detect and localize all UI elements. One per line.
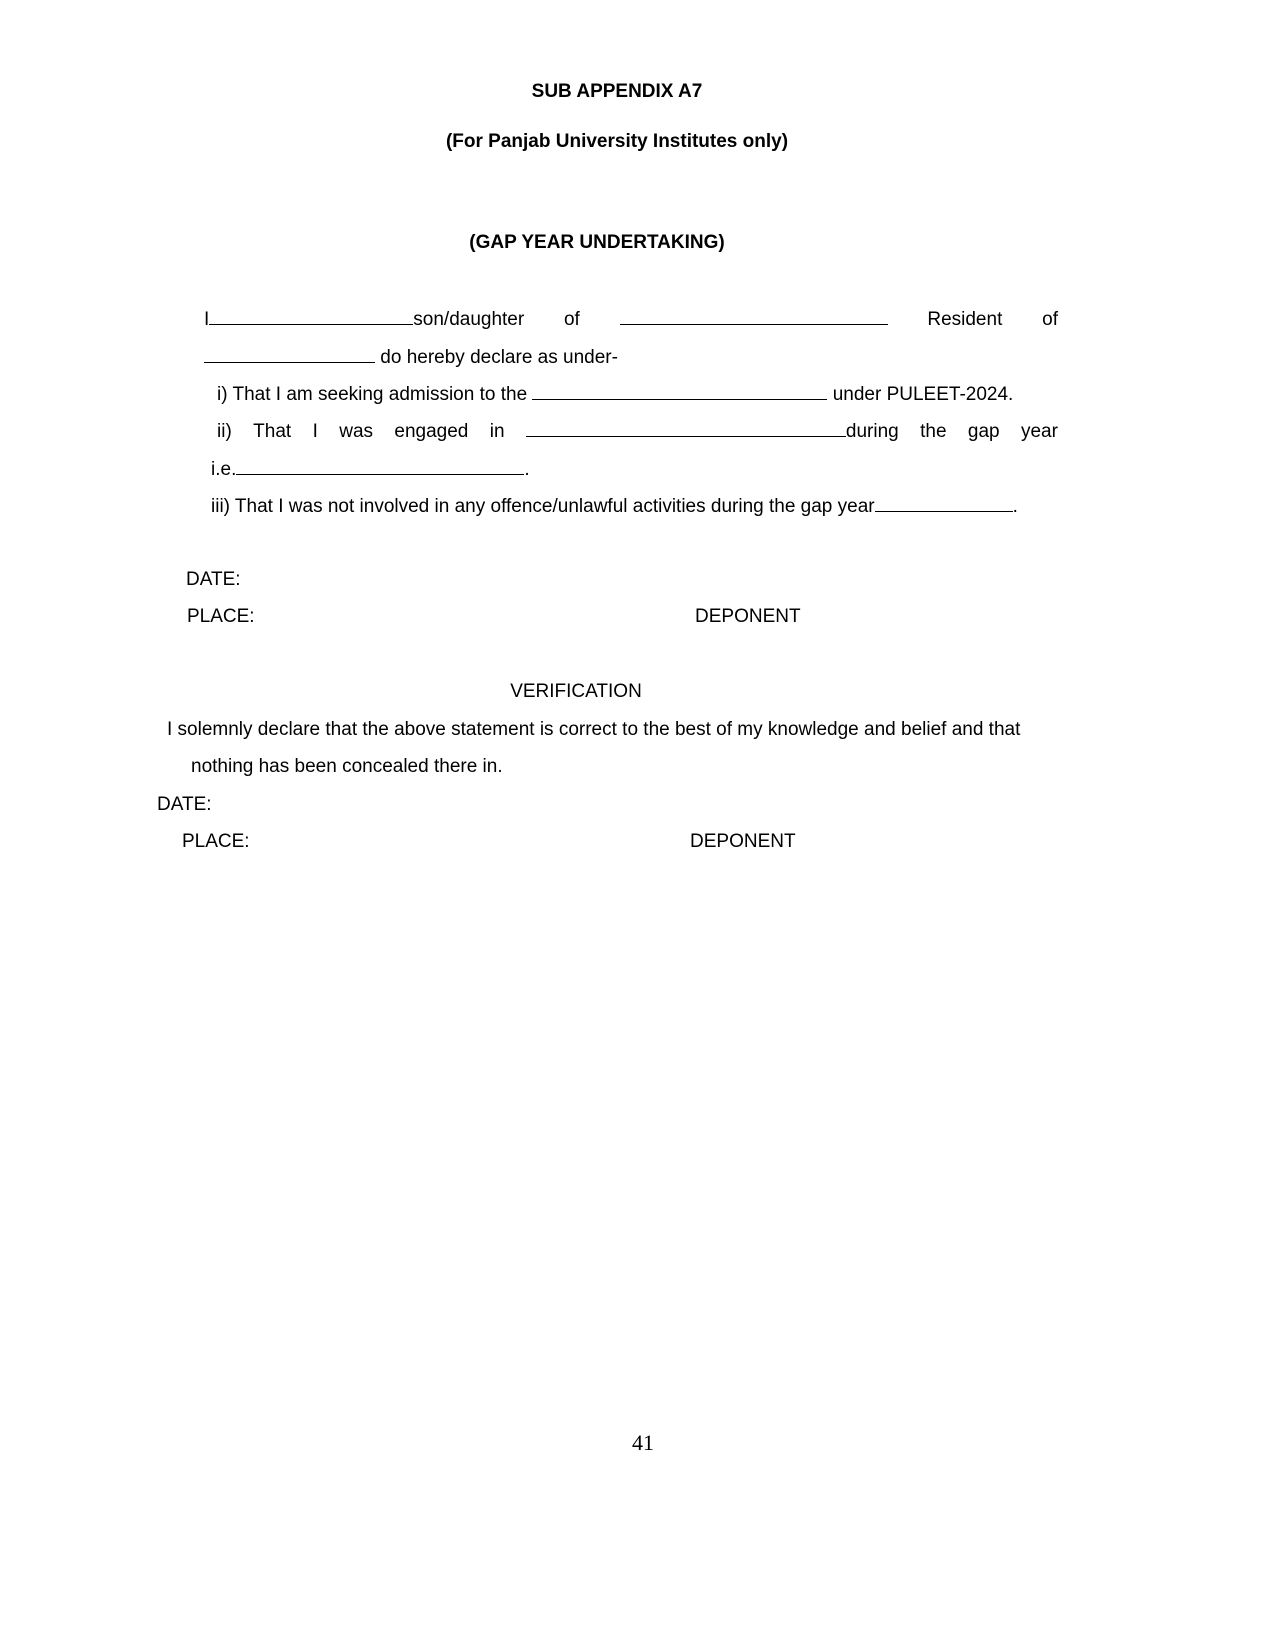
line1-word-of-2: of [1042, 309, 1058, 330]
line1-word-of: of [563, 309, 580, 330]
period: . [1012, 496, 1018, 517]
declare-text: do hereby declare as under- [380, 347, 618, 368]
item2-word: the [920, 421, 947, 442]
date-label-2: DATE: [157, 794, 212, 815]
line1-word [204, 308, 524, 329]
period: . [524, 459, 530, 480]
place-label-2: PLACE: [182, 831, 250, 852]
item2-word: in [489, 421, 505, 442]
gap-year-blank[interactable] [236, 458, 524, 475]
declaration-item-2 [217, 420, 1058, 441]
name-blank[interactable] [209, 308, 413, 325]
appendix-subtitle: (For Panjab University Institutes only) [445, 131, 789, 152]
declaration-line-1 [204, 308, 1058, 329]
declaration-item-2-cont [211, 458, 530, 479]
residence-blank[interactable] [204, 346, 375, 363]
item2-word: was [339, 421, 374, 442]
form-title: (GAP YEAR UNDERTAKING) [469, 232, 725, 253]
page-number: 41 [632, 1430, 654, 1455]
verification-text-line-1: I solemnly declare that the above statement is correct to the best of my knowledge and belief and that [167, 719, 1021, 740]
parent-name-blank[interactable] [620, 308, 888, 325]
item3-prefix: iii) That I was not involved in any offence/unlawful activities during the gap year [211, 496, 875, 517]
line1-word-resident: Resident [927, 309, 1003, 330]
item2-word: ii) [217, 421, 232, 442]
line1-word-son-daughter: son/daughter [413, 309, 525, 330]
item2-word: gap [967, 421, 1000, 442]
line1-word-i: I [204, 309, 210, 330]
declaration-item-1 [217, 383, 1013, 404]
item2-word: year [1020, 421, 1058, 442]
deponent-label: DEPONENT [695, 606, 801, 627]
declaration-item-3 [211, 495, 1018, 516]
item2-word: I [312, 421, 318, 442]
item2-word: engaged [394, 421, 469, 442]
verification-heading: VERIFICATION [510, 681, 642, 702]
appendix-title: SUB APPENDIX A7 [531, 81, 703, 102]
date-label: DATE: [186, 569, 241, 590]
item1-suffix: under PULEET-2024. [827, 384, 1014, 405]
verification-text-line-2: nothing has been concealed there in. [191, 756, 503, 777]
activity-blank[interactable] [526, 420, 846, 437]
course-blank[interactable] [532, 383, 827, 400]
ie-label: i.e. [211, 459, 237, 480]
declaration-line-2 [204, 346, 618, 367]
gap-year-offence-blank[interactable] [875, 495, 1013, 512]
item2-word: That [253, 421, 292, 442]
place-label: PLACE: [187, 606, 255, 627]
item1-prefix: i) That I am seeking admission to the [217, 384, 533, 405]
item2-word: during [845, 421, 899, 442]
deponent-label-2: DEPONENT [690, 831, 796, 852]
